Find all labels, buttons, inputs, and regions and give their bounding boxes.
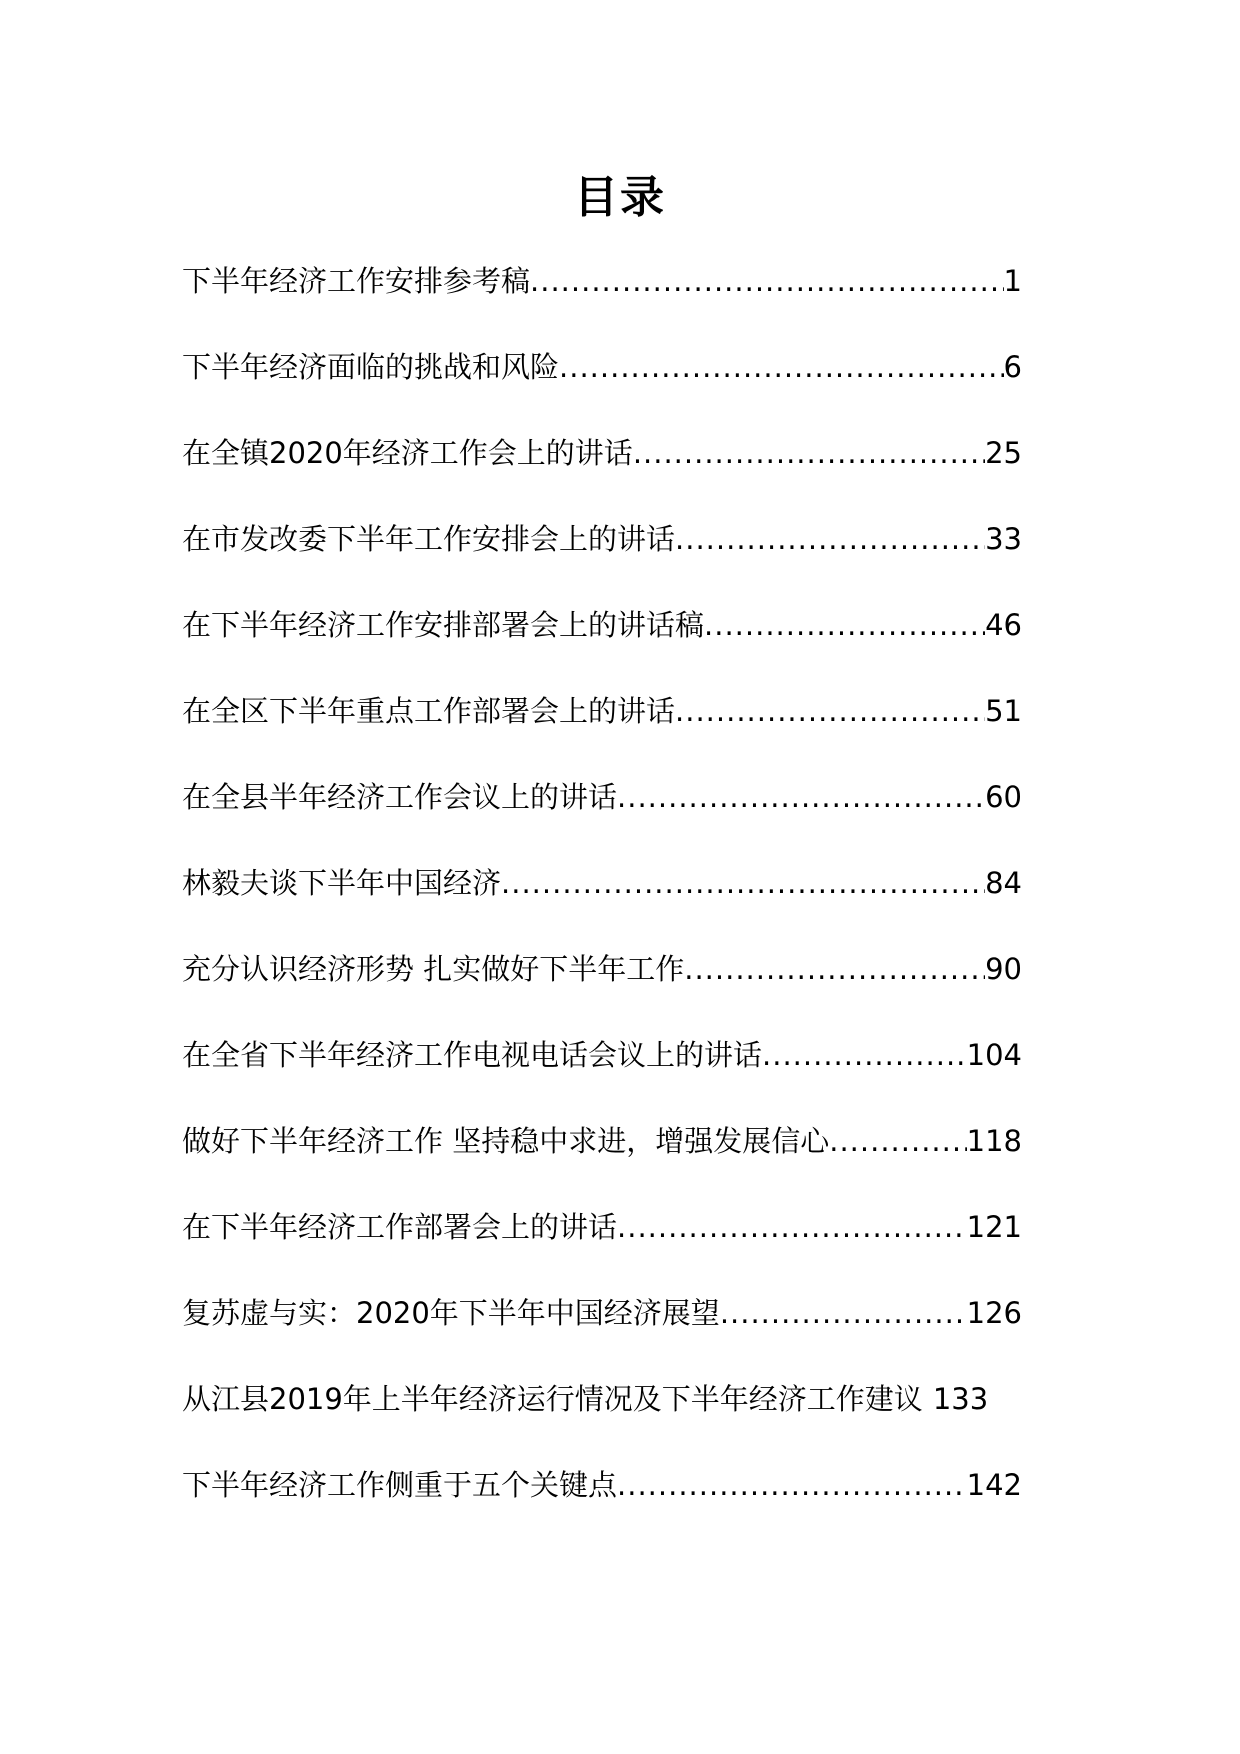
toc-leader-dots (501, 858, 985, 908)
toc-entry-title: 下半年经济工作侧重于五个关键点 (182, 1468, 618, 1502)
toc-entry (182, 428, 1022, 514)
toc-entry (182, 1202, 1022, 1288)
toc-entry (182, 1116, 1022, 1202)
toc-entry-page: 60 (985, 780, 1022, 814)
toc-entry (182, 342, 1022, 428)
toc-entry-title: 在全县半年经济工作会议上的讲话 (182, 780, 618, 814)
toc-entry (182, 256, 1022, 342)
toc-entry-title: 在全省下半年经济工作电视电话会议上的讲话 (182, 1038, 763, 1072)
toc-leader-dots (530, 256, 1004, 306)
toc-entry-title: 复苏虚与实：2020年下半年中国经济展望 (182, 1296, 720, 1330)
toc-entry-title: 下半年经济工作安排参考稿 (182, 264, 531, 298)
toc-leader-dots (617, 772, 985, 822)
toc-entry-page: 51 (985, 694, 1022, 728)
toc-entry (182, 1030, 1022, 1116)
toc-entry-page: 25 (985, 436, 1022, 470)
toc-entry-title: 下半年经济面临的挑战和风险 (182, 350, 560, 384)
toc-entry-page: 121 (966, 1210, 1022, 1244)
toc-entry (182, 686, 1022, 772)
toc-entry-page: 104 (966, 1038, 1022, 1072)
toc-entry-title: 做好下半年经济工作 坚持稳中求进，增强发展信心 (182, 1124, 830, 1158)
toc-entry (182, 1460, 1022, 1546)
toc-entry-title: 充分认识经济形势 扎实做好下半年工作 (182, 952, 685, 986)
toc-entry (182, 600, 1022, 686)
toc-entry-title: 在下半年经济工作部署会上的讲话 (182, 1210, 618, 1244)
toc-entry (182, 858, 1022, 944)
toc-leader-dots (633, 428, 985, 478)
toc-entry-title: 在市发改委下半年工作安排会上的讲话 (182, 522, 676, 556)
toc-entry-title: 从江县2019年上半年经济运行情况及下半年经济工作建议 (182, 1382, 923, 1416)
toc-leader-dots (704, 600, 985, 650)
toc-entry-page: 6 (1003, 350, 1022, 384)
toc-list (182, 256, 1022, 1546)
toc-title: 目录 (574, 172, 666, 223)
toc-leader-dots (559, 342, 1004, 392)
toc-leader-dots (617, 1460, 967, 1510)
toc-entry-page: 90 (985, 952, 1022, 986)
toc-entry-title: 在全区下半年重点工作部署会上的讲话 (182, 694, 676, 728)
toc-entry-title: 在下半年经济工作安排部署会上的讲话稿 (182, 608, 705, 642)
toc-entry (182, 514, 1022, 600)
toc-entry-page: 126 (966, 1296, 1022, 1330)
toc-entry-page: 33 (985, 522, 1022, 556)
toc-entry-page: 133 (932, 1382, 989, 1416)
toc-entry-title: 在全镇2020年经济工作会上的讲话 (182, 436, 633, 470)
toc-leader-dots (720, 1288, 967, 1338)
toc-entry (182, 944, 1022, 1030)
toc-entry-page: 1 (1003, 264, 1022, 298)
toc-entry-page: 142 (966, 1468, 1022, 1502)
toc-leader-dots (675, 514, 985, 564)
toc-entry-page: 118 (966, 1124, 1022, 1158)
toc-entry-title: 林毅夫谈下半年中国经济 (182, 866, 502, 900)
toc-leader-dots (684, 944, 985, 994)
toc-leader-dots (762, 1030, 967, 1080)
toc-entry (182, 1374, 1086, 1460)
toc-leader-dots (829, 1116, 966, 1166)
toc-entry-page: 46 (985, 608, 1022, 642)
toc-entry-page: 84 (985, 866, 1022, 900)
toc-leader-dots (617, 1202, 967, 1252)
toc-entry (182, 772, 1022, 858)
toc-entry (182, 1288, 1022, 1374)
toc-leader-dots (675, 686, 985, 736)
